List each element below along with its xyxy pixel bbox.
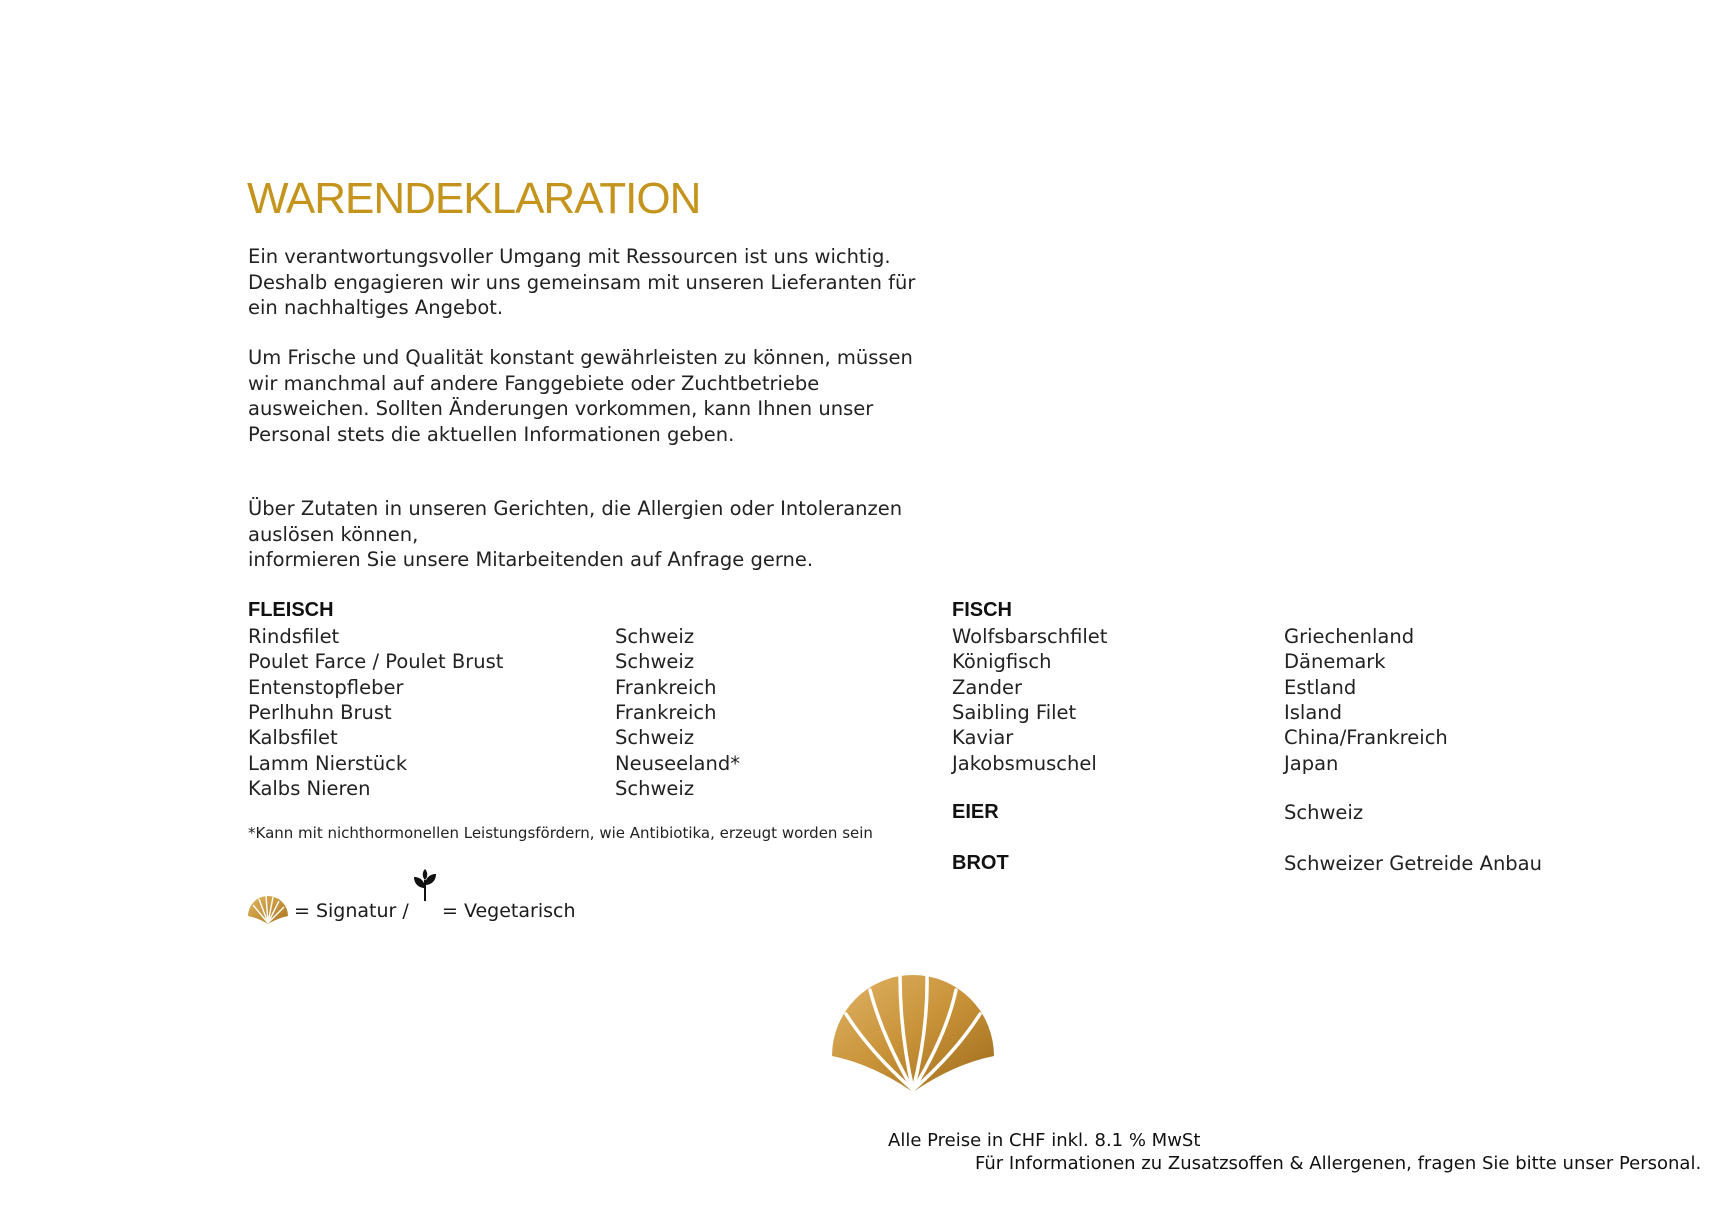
eier-origin: Schweiz <box>1284 801 1364 824</box>
item-name: Saibling Filet <box>952 700 1077 724</box>
fisch-heading: FISCH <box>952 599 1012 621</box>
item-origin: Schweiz <box>615 726 695 750</box>
item-name: Kalbsfilet <box>248 726 338 750</box>
legend-signatur-label: = Signatur / <box>294 900 409 922</box>
item-name: Kalbs Nieren <box>248 776 371 800</box>
item-name: Poulet Farce / Poulet Brust <box>248 650 504 674</box>
item-origin: Dänemark <box>1284 650 1386 674</box>
item-origin: Frankreich <box>615 675 717 699</box>
intro-paragraph-2: Um Frische und Qualität konstant gewährleisten zu können, müssen wir manchmal auf andere Fanggebiete oder Zuchtbetriebe ausweichen. Sollten Änderungen vorkommen, kann Ihnen unser Personal stets die aktuellen Informationen geben. <box>248 346 913 446</box>
brot-origin: Schweizer Getreide Anbau <box>1284 852 1542 875</box>
item-name: Rindsfilet <box>248 625 340 648</box>
item-origin: Griechenland <box>1284 625 1415 648</box>
item-name: Zander <box>952 675 1023 699</box>
item-name: Jakobsmuschel <box>952 751 1097 775</box>
footer-price-note: Alle Preise in CHF inkl. 8.1 % MwSt <box>888 1130 1201 1151</box>
leaf-icon <box>410 868 440 902</box>
shell-icon <box>246 894 290 924</box>
legend <box>246 868 846 928</box>
footer-allergen-note: Für Informationen zu Zusatzsoffen & Allergenen, fragen Sie bitte unser Personal. <box>975 1153 1702 1174</box>
item-name: Entenstopfleber <box>248 675 404 699</box>
item-origin: Schweiz <box>615 650 695 674</box>
item-name: Lamm Nierstück <box>248 751 408 775</box>
eier-heading: EIER <box>952 801 999 823</box>
page-title: WARENDEKLARATION <box>247 174 701 224</box>
fleisch-heading: FLEISCH <box>248 599 334 621</box>
item-origin: Frankreich <box>615 700 717 724</box>
item-name: Kaviar <box>952 726 1014 750</box>
item-origin: China/Frankreich <box>1284 726 1448 750</box>
item-name: Perlhuhn Brust <box>248 700 392 724</box>
item-name: Wolfsbarschfilet <box>952 625 1108 648</box>
fleisch-footnote: *Kann mit nichthormonellen Leistungsfördern, wie Antibiotika, erzeugt worden sein <box>248 824 873 842</box>
brot-heading: BROT <box>952 852 1009 874</box>
legend-vegetarisch-label: = Vegetarisch <box>442 900 576 922</box>
item-origin: Japan <box>1284 751 1339 775</box>
item-origin: Schweiz <box>615 776 695 800</box>
item-origin: Island <box>1284 700 1343 724</box>
item-origin: Neuseeland* <box>615 751 740 775</box>
intro-paragraph-1: Ein verantwortungsvoller Umgang mit Ressourcen ist uns wichtig. Deshalb engagieren wir uns gemeinsam mit unseren Lieferanten für ein nachhaltiges Angebot. <box>248 245 916 319</box>
item-origin: Estland <box>1284 675 1357 699</box>
shell-logo-icon <box>830 972 996 1092</box>
item-name: Königfisch <box>952 650 1052 674</box>
item-origin: Schweiz <box>615 625 695 648</box>
intro-paragraph-3: Über Zutaten in unseren Gerichten, die Allergien oder Intoleranzen auslösen können, informieren Sie unsere Mitarbeitenden auf Anfrage gerne. <box>248 497 903 571</box>
